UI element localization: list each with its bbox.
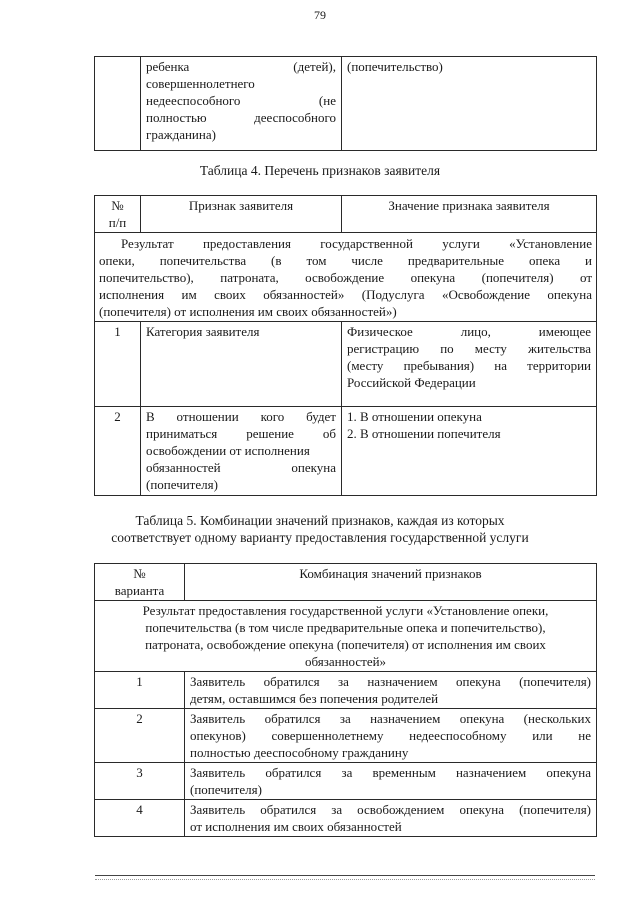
value-line: Российской Федерации xyxy=(347,375,476,390)
row-num: 1 xyxy=(95,672,185,709)
row-num: 3 xyxy=(95,763,185,800)
section-line: патроната, освобождение опекуна (попечителя) от исполнения им своих xyxy=(145,637,546,652)
value-line: Физическое лицо, имеющее xyxy=(347,324,591,339)
footer-divider xyxy=(95,875,595,876)
combination-line: (попечителя) xyxy=(190,782,262,797)
table4-header-feature: Признак заявителя xyxy=(141,196,342,233)
value-line: 2. В отношении попечителя xyxy=(347,426,501,441)
row-num: 2 xyxy=(95,407,141,496)
feature-line: приниматься решение об xyxy=(146,426,336,441)
combination-line: Заявитель обратился за назначением опекуна (попечителя) xyxy=(190,674,591,689)
feature-line: В отношении кого будет xyxy=(146,409,336,424)
footer-divider-dotted xyxy=(95,879,595,880)
table-row xyxy=(95,763,597,800)
section-line: попечительство), патроната, освобождение опекуна (попечителя) от xyxy=(99,270,592,285)
table4-header-num: № п/п xyxy=(95,196,141,233)
table5-section-cell xyxy=(95,601,597,672)
continuation-left-cell xyxy=(141,57,342,151)
feature-line: (попечителя) xyxy=(146,477,218,492)
continuation-line: ребенка (детей), xyxy=(146,59,336,74)
section-line: попечительства (в том числе предварительные опека и попечительство), xyxy=(145,620,546,635)
section-line: исполнения им своих обязанностей» (Подуслуга «Освобождение опекуна xyxy=(99,287,592,302)
table4-section-row xyxy=(95,233,597,322)
combination-line: Заявитель обратился за временным назначением опекуна xyxy=(190,765,591,780)
combination-line: детям, оставшимся без попечения родителей xyxy=(190,691,439,706)
page-number: 79 xyxy=(314,8,326,22)
continuation-line: гражданина) xyxy=(146,127,216,142)
continuation-table xyxy=(94,56,597,151)
table4-header-row xyxy=(95,196,597,233)
row-combination xyxy=(185,763,597,800)
row-num: 1 xyxy=(95,322,141,407)
feature-line: освобождении от исполнения xyxy=(146,443,310,458)
combination-line: Заявитель обратился за назначением опекуна (нескольких xyxy=(190,711,591,726)
row-num: 2 xyxy=(95,709,185,763)
value-line: 1. В отношении опекуна xyxy=(347,409,482,424)
row-combination xyxy=(185,709,597,763)
table5 xyxy=(94,563,597,837)
table5-caption xyxy=(0,512,640,546)
feature-line: обязанностей опекуна xyxy=(146,460,336,475)
continuation-line: совершеннолетнего xyxy=(146,76,255,91)
combination-line: Заявитель обратился за освобождением опекуна (попечителя) xyxy=(190,802,591,817)
section-line: опеки, попечительства (в том числе предварительные опека и xyxy=(99,253,592,268)
table4 xyxy=(94,195,597,496)
continuation-num-cell xyxy=(95,57,141,151)
section-line: Результат предоставления государственной услуги «Установление xyxy=(121,236,592,251)
value-line: (месту пребывания) на территории xyxy=(347,358,591,373)
combination-line: от исполнения им своих обязанностей xyxy=(190,819,402,834)
table4-caption: Таблица 4. Перечень признаков заявителя xyxy=(199,163,441,178)
row-value xyxy=(342,407,597,496)
table4-section-cell xyxy=(95,233,597,322)
row-combination xyxy=(185,800,597,837)
continuation-line: недееспособного (не xyxy=(146,93,336,108)
combination-line: опекунов) совершеннолетнему недееспособному или не xyxy=(190,728,591,743)
table5-header-combination: Комбинация значений признаков xyxy=(185,564,597,601)
row-num: 4 xyxy=(95,800,185,837)
table-row xyxy=(95,709,597,763)
table5-header-row xyxy=(95,564,597,601)
caption-line: соответствует одному варианту предоставления государственной услуги xyxy=(111,530,529,545)
table5-section-row xyxy=(95,601,597,672)
row-feature xyxy=(141,407,342,496)
section-line: обязанностей» xyxy=(304,654,387,669)
section-line: Результат предоставления государственной услуги «Установление опеки, xyxy=(142,603,549,618)
table-row xyxy=(95,672,597,709)
value-line: регистрацию по месту жительства xyxy=(347,341,591,356)
row-feature: Категория заявителя xyxy=(141,322,342,407)
continuation-line: полностью дееспособного xyxy=(146,110,336,125)
table-row xyxy=(95,800,597,837)
combination-line: полностью дееспособному гражданину xyxy=(190,745,409,760)
table-row xyxy=(95,322,597,407)
continuation-right-cell: (попечительство) xyxy=(342,57,597,151)
row-combination xyxy=(185,672,597,709)
table4-header-value: Значение признака заявителя xyxy=(342,196,597,233)
row-value xyxy=(342,322,597,407)
section-line: (попечителя) от исполнения им своих обязанностей») xyxy=(99,304,397,319)
continuation-row xyxy=(95,57,597,151)
caption-line: Таблица 5. Комбинации значений признаков, каждая из которых xyxy=(135,513,505,528)
table-row xyxy=(95,407,597,496)
table5-header-num: № варианта xyxy=(95,564,185,601)
